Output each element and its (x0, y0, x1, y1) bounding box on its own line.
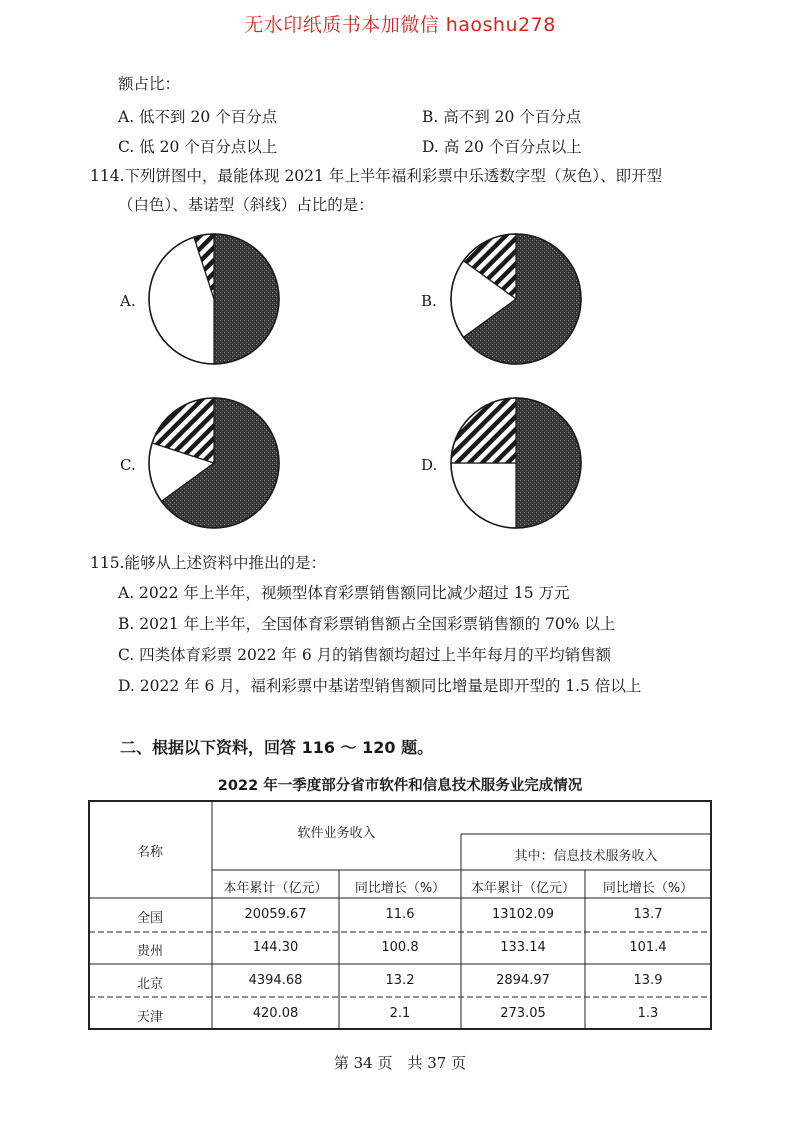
row-name: 贵州 (136, 944, 163, 959)
pie-d-label: D. (421, 456, 438, 474)
q114-stem-line2: （白色）、基诺型（斜线）占比的是： (118, 196, 374, 214)
q113-stem-tail: 额占比： (118, 75, 181, 93)
row-sw-cum: 20059.67 (244, 907, 307, 922)
row-name: 北京 (136, 977, 163, 992)
row-it-yoy: 1.3 (637, 1006, 659, 1021)
header-sw-cum: 本年累计（亿元） (223, 881, 328, 896)
row-it-cum: 273.05 (500, 1006, 546, 1021)
row-it-yoy: 13.9 (633, 973, 663, 988)
header-it-service-revenue: 其中：信息技术服务收入 (514, 849, 658, 864)
row-name: 天津 (136, 1010, 163, 1025)
row-sw-yoy: 11.6 (385, 907, 415, 922)
q115-option-a: A. 2022 年上半年，视频型体育彩票销售额同比减少超过 15 万元 (118, 584, 570, 602)
header-software-revenue: 软件业务收入 (297, 826, 376, 841)
row-sw-cum: 4394.68 (248, 973, 303, 988)
watermark: 无水印纸质书本加微信 haoshu278 (244, 14, 556, 36)
q113-option-a: A. 低不到 20 个百分点 (118, 108, 278, 126)
header-name: 名称 (136, 845, 163, 860)
row-sw-cum: 144.30 (252, 940, 299, 955)
q113-option-c: C. 低 20 个百分点以上 (118, 138, 278, 156)
q113-option-b: B. 高不到 20 个百分点 (422, 108, 582, 126)
q114-stem-line1: 114.下列饼图中，最能体现 2021 年上半年福利彩票中乐透数字型（灰色）、即开型 (90, 167, 663, 185)
row-sw-yoy: 100.8 (381, 940, 419, 955)
q115-option-d: D. 2022 年 6 月，福利彩票中基诺型销售额同比增量是即开型的 1.5 倍以上 (118, 677, 642, 695)
pie-slice-gray (516, 398, 581, 528)
q113-option-d: D. 高 20 个百分点以上 (422, 138, 582, 156)
pie-b-label: B. (421, 292, 437, 310)
q115-stem: 115.能够从上述资料中推出的是： (90, 554, 327, 572)
pie-a-label: A. (120, 292, 136, 310)
page-footer: 第 34 页 共 37 页 (333, 1054, 467, 1072)
row-name: 全国 (136, 911, 163, 926)
row-it-cum: 133.14 (500, 940, 546, 955)
row-sw-cum: 420.08 (252, 1006, 299, 1021)
row-it-cum: 13102.09 (491, 907, 555, 922)
row-it-cum: 2894.97 (496, 973, 550, 988)
q115-option-b: B. 2021 年上半年，全国体育彩票销售额占全国彩票销售额的 70% 以上 (118, 615, 616, 633)
table-title: 2022 年一季度部分省市软件和信息技术服务业完成情况 (217, 778, 583, 794)
header-it-cum: 本年累计（亿元） (470, 881, 575, 896)
row-sw-yoy: 2.1 (389, 1006, 411, 1021)
pie-slice-hatch (451, 398, 516, 463)
header-it-yoy: 同比增长（%） (602, 881, 694, 896)
section-title: 二、根据以下资料，回答 116 ～ 120 题。 (120, 738, 434, 757)
pie-c-label: C. (120, 456, 136, 474)
row-sw-yoy: 13.2 (385, 973, 415, 988)
q115-option-c: C. 四类体育彩票 2022 年 6 月的销售额均超过上半年每月的平均销售额 (118, 646, 612, 664)
row-it-yoy: 101.4 (629, 940, 667, 955)
data-table (88, 800, 712, 1030)
pie-slice-white (451, 463, 516, 528)
row-it-yoy: 13.7 (633, 907, 663, 922)
header-sw-yoy: 同比增长（%） (354, 881, 446, 896)
